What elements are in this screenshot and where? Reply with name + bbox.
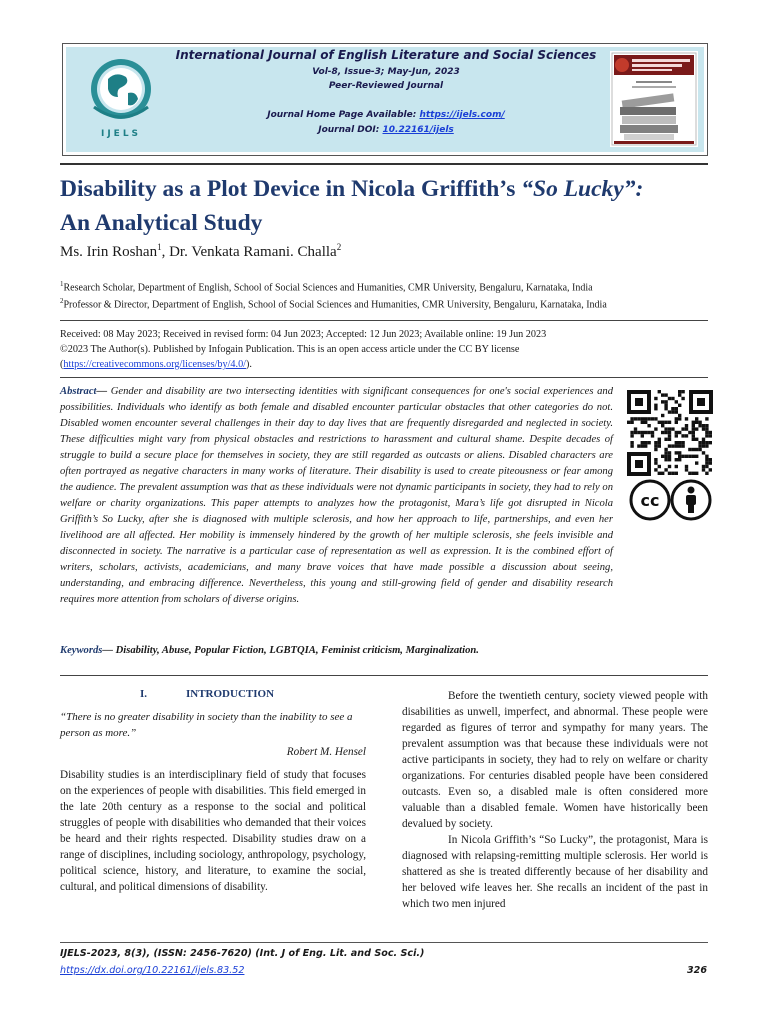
qr-module (692, 424, 695, 427)
qr-module (668, 397, 671, 400)
qr-module (664, 431, 667, 434)
right-column (402, 688, 708, 912)
qr-module (668, 458, 671, 461)
license-open: ( (60, 359, 64, 370)
qr-module (698, 444, 701, 447)
qr-module (654, 417, 657, 420)
qr-module (688, 472, 691, 475)
qr-module (651, 431, 654, 434)
paper-title-main: Disability as a Plot Device in Nicola Griffith’s (60, 176, 522, 202)
ijels-logo (76, 53, 166, 143)
abstract-dash: — (96, 386, 111, 397)
qr-module (705, 424, 708, 427)
journal-doi-label: Journal DOI: (318, 125, 383, 135)
qr-module (692, 434, 695, 437)
qr-module (664, 451, 667, 454)
qr-module (675, 458, 678, 461)
qr-module (647, 417, 650, 420)
qr-module (675, 417, 678, 420)
author-2: , Dr. Venkata Ramani. Challa (161, 244, 337, 260)
received-top-rule (60, 320, 708, 321)
title-top-rule (60, 163, 708, 165)
qr-module (681, 427, 684, 430)
qr-module (647, 441, 650, 444)
qr-module (678, 417, 681, 420)
qr-module (692, 472, 695, 475)
keywords-text: Disability, Abuse, Popular Fiction, LGBTQIA, Feminist criticism, Marginalization. (115, 645, 479, 656)
qr-module (695, 438, 698, 441)
qr-module (698, 448, 701, 451)
qr-module (664, 427, 667, 430)
qr-module (692, 448, 695, 451)
qr-module (698, 421, 701, 424)
license-line (60, 357, 660, 372)
qr-module (654, 448, 657, 451)
qr-module (661, 472, 664, 475)
qr-module (709, 468, 712, 471)
journal-header-panel (66, 47, 704, 152)
license-close: ). (246, 359, 252, 370)
journal-home-label: Journal Home Page Available: (267, 110, 420, 120)
qr-module (658, 421, 661, 424)
page-number: 326 (686, 965, 707, 976)
qr-module (654, 458, 657, 461)
qr-module (658, 472, 661, 475)
qr-module (651, 434, 654, 437)
cc-by-icon (629, 479, 713, 521)
qr-module (661, 421, 664, 424)
qr-module (661, 414, 664, 417)
qr-module (705, 417, 708, 420)
qr-module (705, 427, 708, 430)
footer-citation: IJELS-2023, 8(3), (ISSN: 2456-7620) (Int. J of Eng. Lit. and Soc. Sci.) (60, 948, 425, 959)
qr-module (658, 438, 661, 441)
qr-module (664, 407, 667, 410)
qr-module (668, 451, 671, 454)
qr-module (634, 427, 637, 430)
qr-module (678, 404, 681, 407)
qr-module (658, 390, 661, 393)
qr-module (671, 407, 674, 410)
qr-module (692, 421, 695, 424)
qr-module (664, 400, 667, 403)
qr-module (685, 465, 688, 468)
qr-module (702, 424, 705, 427)
qr-module (668, 444, 671, 447)
qr-module (668, 427, 671, 430)
svg-text:cc: cc (640, 491, 660, 510)
qr-module (664, 393, 667, 396)
qr-module (692, 455, 695, 458)
qr-module (681, 434, 684, 437)
qr-module (654, 404, 657, 407)
qr-module (678, 444, 681, 447)
qr-module (664, 438, 667, 441)
qr-module (709, 441, 712, 444)
qr-module (651, 417, 654, 420)
qr-module (658, 465, 661, 468)
qr-module (671, 427, 674, 430)
qr-module (668, 434, 671, 437)
qr-module (681, 441, 684, 444)
journal-review: Peer-Reviewed Journal (328, 81, 444, 91)
left-column (60, 767, 366, 895)
qr-module (634, 417, 637, 420)
qr-module (705, 434, 708, 437)
qr-module (678, 393, 681, 396)
qr-module (644, 417, 647, 420)
right-paragraph-1: Before the twentieth century, society viewed people with disabilities as unwell, imperfect, and abnormal. These people were regarded as figures of terror and sympathy for many years. The prevalent assumption was that because these individuals were not active participants in society, they had to rely on welfare or charity organizations. For centuries disabled people have been considered outcasts. Even so, a disabled male is often considered more valuable than a disabled female. Women have historically been devalued by society. (402, 690, 708, 830)
qr-module (678, 458, 681, 461)
qr-module (675, 434, 678, 437)
qr-module (695, 448, 698, 451)
qr-module (695, 461, 698, 464)
qr-module (681, 444, 684, 447)
qr-module (695, 455, 698, 458)
qr-module (675, 451, 678, 454)
qr-module (644, 431, 647, 434)
keywords (60, 645, 700, 656)
qr-module (641, 421, 644, 424)
license-link[interactable]: https://creativecommons.org/licenses/by/4.0/ (63, 359, 246, 370)
qr-module (668, 465, 671, 468)
qr-module (685, 417, 688, 420)
qr-module (661, 393, 664, 396)
affiliation-2-sup: 2 (60, 297, 64, 305)
author-line (60, 242, 341, 261)
qr-module (654, 397, 657, 400)
affiliation-1-sup: 1 (60, 280, 64, 288)
qr-module (692, 438, 695, 441)
qr-module (698, 424, 701, 427)
qr-module (675, 472, 678, 475)
qr-module (709, 458, 712, 461)
qr-module (661, 424, 664, 427)
qr-module (685, 468, 688, 471)
author-2-sup: 2 (336, 242, 342, 252)
qr-module (654, 407, 657, 410)
body-top-rule (60, 675, 708, 676)
qr-module (675, 444, 678, 447)
qr-module (702, 451, 705, 454)
qr-module (664, 448, 667, 451)
qr-module (664, 455, 667, 458)
qr-module (630, 421, 633, 424)
qr-module (644, 421, 647, 424)
affiliation-1-text: Research Scholar, Department of English, School of Social Sciences and Humanities, CMR University, Bengaluru, Karnataka, India (63, 282, 593, 294)
affiliation-2 (60, 297, 607, 310)
journal-header (62, 43, 708, 156)
qr-module (675, 431, 678, 434)
qr-module (641, 444, 644, 447)
qr-module (664, 468, 667, 471)
received-dates: Received: 08 May 2023; Received in revised form: 04 Jun 2023; Accepted: 12 Jun 2023; Available online: 19 Jun 2023 (60, 329, 547, 340)
footer-rule (60, 942, 708, 943)
qr-module (647, 424, 650, 427)
section-title: INTRODUCTION (186, 688, 275, 700)
qr-module (678, 441, 681, 444)
qr-module (654, 441, 657, 444)
paper-title-italic: “So Lucky”: (521, 176, 644, 202)
qr-module (630, 444, 633, 447)
qr-module (658, 441, 661, 444)
qr-module (647, 431, 650, 434)
qr-module (630, 441, 633, 444)
qr-module (705, 461, 708, 464)
qr-module (671, 397, 674, 400)
qr-module (705, 441, 708, 444)
qr-module (695, 421, 698, 424)
author-1: Ms. Irin Roshan (60, 244, 158, 260)
qr-module (641, 441, 644, 444)
qr-module (668, 472, 671, 475)
qr-module (658, 444, 661, 447)
qr-module (668, 455, 671, 458)
qr-module (675, 465, 678, 468)
keywords-label: Keywords (60, 645, 103, 656)
journal-doi-line (166, 125, 606, 135)
intro-paragraph-1: Disability studies is an interdisciplinary field of study that focuses on the experiences of people with disabilities. This field emerged in the late 20th century as a response to the social and political struggles of people with disabilities who demanded that their voices be heard and their rights respected. Disability studies draw on a range of disciplines, including sociology, anthropology, psychology, political science, history, and literature, to examine the social, cultural, and political dimensions of disability. (60, 769, 366, 893)
cc-by-license-badge (629, 479, 713, 521)
qr-module (661, 455, 664, 458)
qr-module (705, 431, 708, 434)
qr-module (637, 444, 640, 447)
qr-module (678, 431, 681, 434)
qr-module (678, 390, 681, 393)
qr-module (702, 465, 705, 468)
qr-module (681, 390, 684, 393)
qr-module (709, 431, 712, 434)
qr-module (654, 444, 657, 447)
qr-module (709, 434, 712, 437)
qr-module (641, 431, 644, 434)
qr-module (630, 431, 633, 434)
qr-module (705, 465, 708, 468)
qr-module (688, 455, 691, 458)
qr-module (634, 431, 637, 434)
qr-module (705, 472, 708, 475)
journal-cover-image (610, 51, 698, 147)
qr-module (692, 431, 695, 434)
paper-title-line2: An Analytical Study (60, 210, 263, 236)
right-paragraph-2: In Nicola Griffith’s “So Lucky”, the protagonist, Mara is diagnosed with relapsing-remitting multiple sclerosis. Her world is shattered as she is treated differently because of her disability and her beloved wife leaves her. She recalls an incident of the past in which two men injured (402, 834, 708, 910)
footer-doi-link[interactable]: https://dx.doi.org/10.22161/ijels.83.52 (60, 965, 245, 976)
qr-module (709, 461, 712, 464)
article-history (60, 327, 660, 372)
affiliation-2-text: Professor & Director, Department of English, School of Social Sciences and Humanities, CMR University, Bengaluru, Karnataka, India (63, 299, 607, 311)
qr-module (705, 444, 708, 447)
journal-doi-link[interactable]: 10.22161/ijels (382, 125, 454, 135)
qr-module (664, 404, 667, 407)
abstract (60, 384, 613, 608)
copyright-line: ©2023 The Author(s). Published by Infogain Publication. This is an open access article under the CC BY license (60, 344, 520, 355)
journal-volume: Vol-8, Issue-3; May-Jun, 2023 (312, 67, 460, 77)
qr-module (685, 434, 688, 437)
qr-module (678, 414, 681, 417)
qr-module (664, 421, 667, 424)
qr-module (702, 441, 705, 444)
qr-module (654, 427, 657, 430)
qr-module (671, 444, 674, 447)
qr-module (675, 441, 678, 444)
qr-module (702, 438, 705, 441)
qr-module (692, 427, 695, 430)
qr-module (688, 448, 691, 451)
qr-module (685, 427, 688, 430)
qr-module (695, 417, 698, 420)
qr-module (678, 455, 681, 458)
qr-module (654, 461, 657, 464)
journal-cover-illustration (610, 51, 698, 147)
journal-home-line (166, 110, 606, 120)
qr-module (641, 434, 644, 437)
qr-module (688, 431, 691, 434)
qr-module (702, 444, 705, 447)
logo-wordmark: IJELS (100, 129, 142, 139)
qr-module (641, 417, 644, 420)
qr-module (685, 455, 688, 458)
qr-module (644, 444, 647, 447)
epigraph-author: Robert M. Hensel (286, 746, 366, 758)
qr-module (695, 472, 698, 475)
paper-title (60, 172, 720, 240)
section-number: I. (140, 688, 148, 700)
keywords-dash: — (102, 645, 116, 656)
qr-module (705, 458, 708, 461)
qr-module (675, 421, 678, 424)
qr-module (668, 421, 671, 424)
abstract-top-rule (60, 377, 708, 378)
journal-title: International Journal of English Literature and Social Sciences (175, 48, 597, 62)
qr-module (675, 410, 678, 413)
abstract-label: Abstract (60, 386, 97, 397)
qr-module (661, 400, 664, 403)
epigraph-quote: “There is no greater disability in society than the inability to see a person as more.” (60, 711, 353, 739)
qr-module (702, 468, 705, 471)
qr-module (637, 431, 640, 434)
qr-module (675, 400, 678, 403)
qr-module (695, 427, 698, 430)
affiliation-1 (60, 280, 593, 293)
qr-module (661, 431, 664, 434)
qr-module (671, 472, 674, 475)
qr-module (644, 441, 647, 444)
qr-module (678, 451, 681, 454)
journal-home-link[interactable]: https://ijels.com/ (419, 110, 505, 120)
qr-module (637, 417, 640, 420)
qr-module (702, 427, 705, 430)
abstract-text: Gender and disability are two intersecting identities with significant consequences for one's social experiences and possibilities. Individuals who identify as both female and disabled encounter particular obstacles that other categories do not. Disabled women encounter several challenges in their day to day lives that are frequently disregarded and neglected in society. These difficulties might vary from physical obstacles and restrictions to harassment and cultural shame. Despite decades of struggle to build a secure place for themselves in society, they are still regarded as outcasts or aliens. Disabled characters are often portrayed as negative characters in many works of literature. Their disability is used to create piteousness or fear among the audience. The prevalent assumption was that as these individuals were not dynamic participants in society, they had to rely on welfare or charity organizations. This paper attempts to analyzes how the protagonist, Mara’s life got disrupted in Nicola Griffith’s So Lucky, after she is diagnosed with multiple sclerosis, and how her approach to life, partnerships, and even her livelihood are all affected. Her mobility is immensely hindered by the growth of her multiple sclerosis, she feels invisible and disconnected in society. The narrative is a particular case of representation as well as expression. It is the combined effort of writers, scholars, activists, academicians, and many brave voices that have made possible a discussion about seeing, understanding, and embracing difference. Nevertheless, this young and still-growing field of gender and disability research requires more attention from scholars of diverse origins. (60, 386, 613, 605)
qr-code (625, 388, 715, 478)
author-1-sup: 1 (157, 242, 162, 252)
qr-module (664, 458, 667, 461)
qr-module (698, 441, 701, 444)
qr-module (668, 431, 671, 434)
qr-module (668, 438, 671, 441)
qr-module (705, 455, 708, 458)
qr-module (681, 397, 684, 400)
qr-module (675, 407, 678, 410)
qr-module (668, 410, 671, 413)
qr-module (671, 410, 674, 413)
qr-module (630, 434, 633, 437)
qr-code-icon (625, 388, 715, 478)
qr-module (627, 421, 630, 424)
qr-module (630, 417, 633, 420)
qr-module (681, 455, 684, 458)
qr-module (685, 424, 688, 427)
qr-module (654, 468, 657, 471)
